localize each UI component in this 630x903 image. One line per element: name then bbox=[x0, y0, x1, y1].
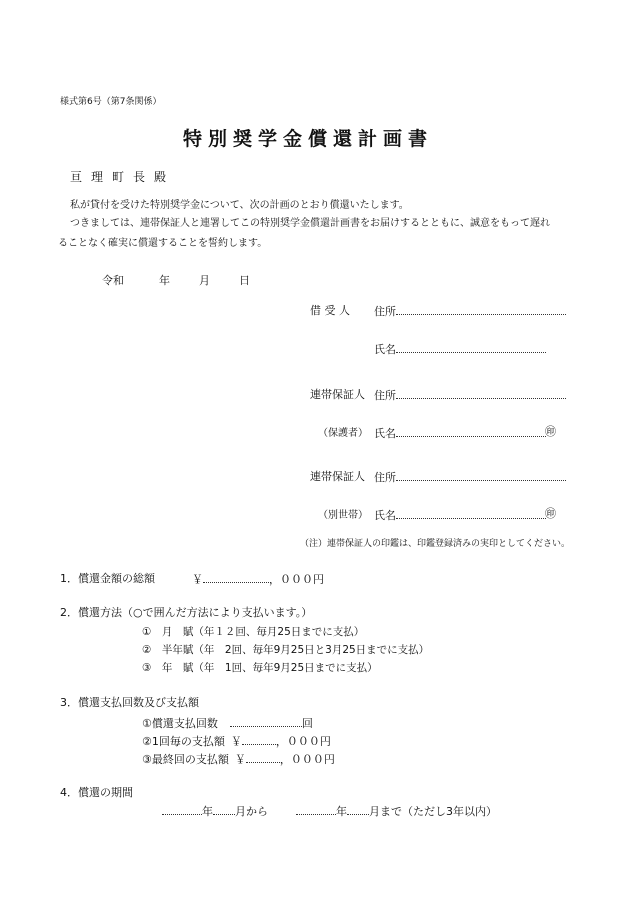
period-from-year: 年 bbox=[202, 805, 213, 818]
period-to-year: 年 bbox=[336, 805, 347, 818]
repayment-option-monthly[interactable]: ① 月 賦（年１２回、毎月25日までに支払） bbox=[142, 626, 365, 638]
payment-last-suffix: ，０００円 bbox=[279, 753, 335, 766]
payment-count-unit: 回 bbox=[301, 717, 313, 730]
section3-label: 3．償還支払回数及び支払額 bbox=[60, 696, 199, 709]
guarantor1-seal-icon: ㊞ bbox=[545, 425, 556, 438]
guarantor1-address-label: 住所 bbox=[374, 389, 396, 402]
date-year[interactable]: 年 bbox=[159, 274, 170, 287]
addressee: 亘理町長殿 bbox=[70, 170, 176, 184]
section1-suffix: ，０００円 bbox=[269, 573, 324, 586]
guarantor2-address-label: 住所 bbox=[374, 471, 396, 484]
borrower-address-label: 住所 bbox=[374, 305, 396, 318]
guarantor2-name[interactable] bbox=[374, 506, 546, 523]
borrower-name-label: 氏名 bbox=[374, 343, 396, 356]
repayment-option-semiannual[interactable]: ② 半年賦（年 2回、毎年9月25日と3月25日までに支払） bbox=[142, 644, 430, 656]
guarantor1-name[interactable] bbox=[374, 424, 546, 441]
guarantor2-name-label: 氏名 bbox=[374, 509, 396, 522]
payment-last-yen: ￥ bbox=[234, 753, 246, 766]
repayment-option-annual[interactable]: ③ 年 賦（年 1回、毎年9月25日までに支払） bbox=[142, 662, 378, 674]
borrower-address[interactable] bbox=[374, 302, 566, 319]
seal-note: （注）連帯保証人の印鑑は、印鑑登録済みの実印としてください。 bbox=[300, 539, 571, 549]
payment-first-row[interactable] bbox=[142, 732, 331, 749]
payment-first-label: ②1回毎の支払額 bbox=[142, 735, 225, 748]
section2-label: 2．償還方法（○で囲んだ方法により支払います。） bbox=[60, 606, 313, 619]
intro-line-3: ることなく確実に償還することを誓約します。 bbox=[58, 238, 268, 249]
section1-amount[interactable] bbox=[192, 570, 324, 587]
borrower-name[interactable] bbox=[374, 340, 546, 357]
date-era: 令和 bbox=[102, 274, 124, 287]
section1-yen: ￥ bbox=[192, 573, 203, 586]
intro-line-1: 私が貸付を受けた特別奨学金について、次の計画のとおり償還いたします。 bbox=[70, 200, 409, 211]
guarantor1-name-label: 氏名 bbox=[374, 427, 396, 440]
payment-first-suffix: ，０００円 bbox=[275, 735, 331, 748]
payment-count-row[interactable] bbox=[142, 714, 313, 731]
payment-last-label: ③最終回の支払額 bbox=[142, 753, 229, 766]
form-number: 様式第6号（第7条関係） bbox=[60, 97, 162, 107]
intro-line-2: つきましては、連帯保証人と連署してこの特別奨学金償還計画書をお届けするとともに、誠意をもって遅れ bbox=[70, 218, 550, 229]
guarantor2-sub: （別世帯） bbox=[318, 510, 368, 521]
guarantor1-role: 連帯保証人 bbox=[310, 388, 365, 401]
section4-label: 4．償還の期間 bbox=[60, 786, 133, 799]
date-month[interactable]: 月 bbox=[199, 274, 210, 287]
period-note: （ただし3年以内） bbox=[402, 805, 497, 818]
period-from-month: 月から bbox=[235, 805, 268, 818]
guarantor1-sub: （保護者） bbox=[318, 428, 368, 439]
date-day[interactable]: 日 bbox=[239, 274, 250, 287]
guarantor2-address[interactable] bbox=[374, 468, 566, 485]
page-title: 特別奨学金償還計画書 bbox=[183, 128, 434, 150]
guarantor1-address[interactable] bbox=[374, 386, 566, 403]
section1-label: 1．償還金額の総額 bbox=[60, 572, 155, 585]
guarantor2-seal-icon: ㊞ bbox=[545, 507, 556, 520]
guarantor2-role: 連帯保証人 bbox=[310, 470, 365, 483]
payment-last-row[interactable] bbox=[142, 750, 335, 767]
date-line bbox=[102, 272, 250, 288]
payment-first-yen: ￥ bbox=[230, 735, 242, 748]
payment-count-label: ①償還支払回数 bbox=[142, 717, 218, 730]
period-row[interactable] bbox=[162, 802, 497, 819]
period-to-month: 月まで bbox=[369, 805, 402, 818]
borrower-role: 借 受 人 bbox=[310, 304, 350, 317]
